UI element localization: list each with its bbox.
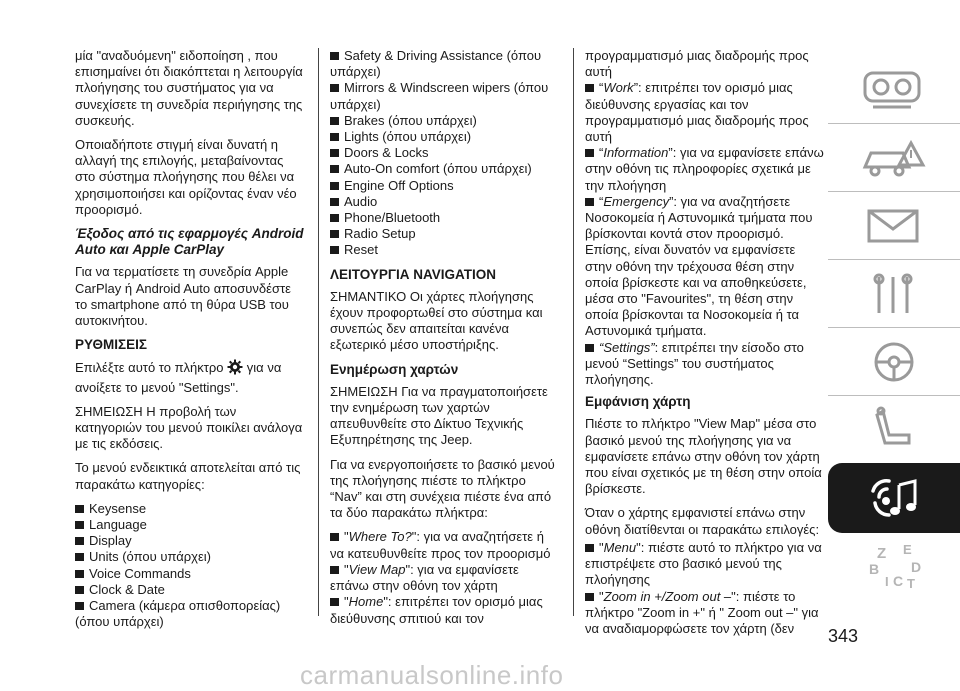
bullet-square-icon [330, 149, 339, 157]
bullet-square-icon [330, 246, 339, 254]
list-item: Units (όπου υπάρχει) [75, 549, 305, 565]
list-item: Keysense [75, 501, 305, 517]
bullet-square-icon [75, 521, 84, 529]
gear-icon [227, 359, 243, 379]
index-letter: D [911, 558, 922, 575]
column-1 [75, 48, 305, 631]
list-item: Display [75, 533, 305, 549]
list-item: Clock & Date [75, 582, 305, 598]
bullet-square-icon [330, 165, 339, 173]
list-item: Phone/Bluetooth [330, 210, 560, 226]
bullet-square-icon [330, 230, 339, 238]
bullet-square-icon [330, 117, 339, 125]
bullet-square-icon [585, 593, 594, 601]
chapter-tab-comfort[interactable] [828, 395, 960, 463]
index-letter: I [885, 573, 889, 589]
list-item: Voice Commands [75, 566, 305, 582]
bullet-square-icon [330, 214, 339, 222]
bullet-square-icon [585, 149, 594, 157]
bullet-square-icon [330, 533, 339, 541]
bullet-square-icon [75, 586, 84, 594]
chapter-tab-emergency[interactable] [828, 191, 960, 259]
option-emergency: “Emergency”: για να αναζητήσετε Νοσοκομεία ή Αστυνομικά τμήματα που βρίσκονται κοντά στον προορισμό. Επίσης, είναι δυνατόν να εμφανίσετε στην οθόνη την τρέχουσα θέση στην οποία βρίσκεστε και να αποθηκεύσετε, μέσα στο "Favourites", τη θέση στην οποία βρίσκονται τα Νοσοκομεία ή τα Αστυνομικά τμήματα. [585, 193, 813, 339]
car-dashboard-icon [859, 65, 929, 115]
index-letter: T [907, 575, 915, 591]
index-letter: B [869, 560, 880, 577]
car-seat-icon [859, 405, 929, 455]
list-item: Audio [330, 194, 560, 210]
paragraph: Οποιαδήποτε στιγμή είναι δυνατή η αλλαγή της επιλογής, μεταβαίνοντας στο σύστημα πλοήγησης που θέλει να χρησιμοποιήσει και ορίζοντας έναν νέο προορισμό. [75, 137, 297, 217]
bullet-square-icon [330, 52, 339, 60]
list-item: Brakes (όπου υπάρχει) [330, 113, 560, 129]
column-3 [585, 48, 825, 637]
option-where-to: "Where To?": για να αναζητήσετε ή να κατευθυνθείτε προς τον προορισμό [330, 529, 551, 561]
column-divider [318, 48, 319, 616]
bullet-square-icon [585, 84, 594, 92]
bullet-square-icon [330, 598, 339, 606]
list-item: Auto-On comfort (όπου υπάρχει) [330, 161, 560, 177]
list-item: Language [75, 517, 305, 533]
bullet-square-icon [75, 602, 84, 610]
option-settings: “Settings”: επιτρέπει την είσοδο στο μενού “Settings” του συστήματος πλοήγησης. [585, 339, 804, 388]
index-letter: C [893, 572, 904, 589]
chapter-tab-starting[interactable] [828, 327, 960, 395]
index-letter: E [903, 541, 912, 557]
chapter-tab-dashboard[interactable] [828, 56, 960, 123]
chapter-tab-maintenance[interactable] [828, 259, 960, 327]
list-item: Mirrors & Windscreen wipers (όπου υπάρχει) [330, 80, 549, 112]
option-home: "Home": επιτρέπει τον ορισμό μιας διεύθυνσης σπιτιού και τον [330, 594, 543, 626]
tools-icon [859, 269, 929, 319]
section-heading-exit-apps: Έξοδος από τις εφαρμογές Android Auto και Apple CarPlay [75, 226, 304, 258]
option-menu: "Menu": πιέστε αυτό το πλήκτρο για να επιστρέψετε στο βασικό μενού της πλοήγησης [585, 539, 822, 588]
column-divider [573, 48, 574, 616]
option-view-map: "View Map": για να εμφανίσετε επάνω στην οθόνη τον χάρτη [330, 561, 519, 594]
car-warning-icon [859, 133, 929, 183]
bullet-square-icon [330, 182, 339, 190]
section-heading-settings: ΡΥΘΜΙΣΕΙΣ [75, 337, 147, 353]
settings-category-list-continued [330, 48, 560, 259]
chapter-tab-safety[interactable] [828, 123, 960, 191]
page-number: 343 [828, 626, 859, 646]
paragraph: μία "αναδυόμενη" ειδοποίηση , που επισημαίνει ότι διακόπτεται η λειτουργία πλοήγησης του συστήματος για να συνεχίσετε τη συνεδρία περιήγησης της συσκευής. [75, 48, 303, 128]
chapter-sidebar [828, 56, 960, 600]
envelope-icon [859, 201, 929, 251]
watermark: carmanualsonline.info [300, 660, 564, 690]
paragraph: Όταν ο χάρτης εμφανιστεί επάνω στην οθόνη διατίθενται οι παρακάτω επιλογές: [585, 505, 820, 537]
settings-category-list [75, 501, 305, 631]
paragraph: Πιέστε το πλήκτρο "View Map" μέσα στο βασικό μενού της πλοήγησης για να εμφανίσετε επάνω στην οθόνη τον χάρτη που είναι σχετικός με τη θέση στην οποία βρίσκεστε. [585, 416, 822, 497]
index-letters-icon [859, 540, 929, 594]
bullet-square-icon [585, 344, 594, 352]
bullet-square-icon [330, 198, 339, 206]
paragraph-continued: προγραμματισμό μιας διαδρομής προς αυτή [585, 48, 809, 80]
bullet-square-icon [75, 570, 84, 578]
bullet-square-icon [330, 133, 339, 141]
chapter-tab-multimedia[interactable] [828, 463, 960, 533]
paragraph-note: ΣΗΜΕΙΩΣΗ Για να πραγματοποιήσετε την ενημέρωση των χαρτών απευθυνθείτε στο Δίκτυο Τεχνικής Εξυπηρέτησης της Jeep. [330, 383, 548, 448]
section-heading-map-update: Ενημέρωση χαρτών [330, 361, 459, 377]
paragraph-note: ΣΗΜΕΙΩΣΗ Η προβολή των κατηγοριών του μενού ποικίλει ανάλογα με τις εκδόσεις. [75, 403, 303, 452]
bullet-square-icon [330, 84, 339, 92]
option-zoom: "Zoom in +/Zoom out –": πιέστε το πλήκτρο "Zoom in +" ή " Zoom out –" για να αναδιαμορφώσετε τον χάρτη (δεν [585, 588, 819, 636]
list-item: Lights (όπου υπάρχει) [330, 129, 560, 145]
paragraph-important: ΣΗΜΑΝΤΙΚΟ Οι χάρτες πλοήγησης έχουν προφορτωθεί στο σύστημα και συνεπώς δεν απαιτείται κανένα εξωτερικό μέσο υποστήριξης. [330, 288, 543, 353]
list-item: Camera (κάμερα οπισθοπορείας) (όπου υπάρχει) [75, 598, 281, 630]
list-item: Doors & Locks [330, 145, 560, 161]
chapter-tab-index[interactable] [828, 533, 960, 600]
option-information: “Information”: για να εμφανίσετε επάνω στην οθόνη τις πληροφορίες σχετικά με την πλοήγηση [585, 145, 824, 193]
list-item: Radio Setup [330, 226, 560, 242]
bullet-square-icon [585, 544, 594, 552]
list-item: Reset [330, 242, 560, 258]
bullet-square-icon [585, 198, 594, 206]
bullet-square-icon [75, 505, 84, 513]
bullet-square-icon [330, 566, 339, 574]
paragraph-settings: Επιλέξτε αυτό το πλήκτρο για να ανοίξετε το μενού "Settings". [75, 360, 282, 395]
paragraph: Για να ενεργοποιήσετε το βασικό μενού της πλοήγησης πιέστε το πλήκτρο “Nav” και στη συνέχεια πιέστε ένα από τα δύο παρακάτω πλήκτρα: [330, 456, 555, 521]
section-heading-navigation: ΛΕΙΤΟΥΡΓΙΑ NAVIGATION [330, 266, 497, 282]
paragraph: Για να τερματίσετε τη συνεδρία Apple CarPlay ή Android Auto αποσυνδέστε το smartphone από τη θύρα USB του αυτοκινήτου. [75, 264, 291, 329]
multimedia-icon [859, 471, 929, 525]
index-letter: Z [877, 544, 887, 562]
option-work: “Work”: επιτρέπει τον ορισμό μιας διεύθυνσης εργασίας και τον προγραμματισμό μιας διαδρομής προς αυτή [585, 80, 809, 145]
bullet-square-icon [75, 537, 84, 545]
list-item: Safety & Driving Assistance (όπου υπάρχει) [330, 48, 542, 80]
column-2 [330, 48, 560, 627]
paragraph: Το μενού ενδεικτικά αποτελείται από τις παρακάτω κατηγορίες: [75, 460, 301, 492]
list-item: Engine Off Options [330, 178, 560, 194]
steering-wheel-icon [859, 337, 929, 387]
bullet-square-icon [75, 553, 84, 561]
section-heading-map-display: Εμφάνιση χάρτη [585, 394, 691, 410]
